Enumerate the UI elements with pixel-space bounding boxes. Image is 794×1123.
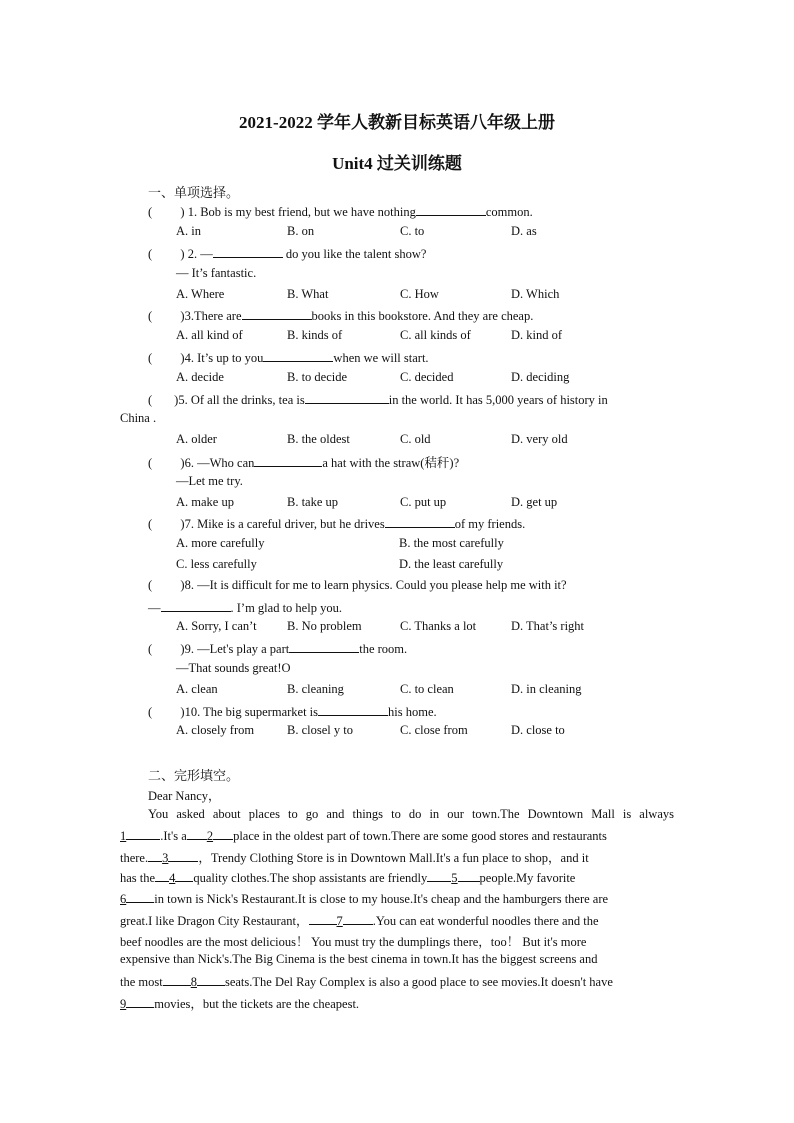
paren-open: (: [148, 578, 153, 592]
question-reply: — It’s fantastic.: [176, 266, 257, 280]
question-text: 10. The big supermarket is: [184, 705, 319, 719]
question-reply: —That sounds great!O: [176, 661, 291, 675]
passage-line-8: expensive than Nick's.The Big Cinema is the best cinema in town.It has the biggest screens and: [120, 952, 598, 966]
section2-heading: 二、完形填空。: [148, 768, 240, 783]
paren-close: ): [180, 642, 185, 656]
paren-close: ): [180, 456, 185, 470]
blank-line: [155, 869, 169, 882]
passage-text: the most: [120, 975, 163, 989]
option-b: B. closel y to: [287, 723, 353, 737]
passage-line-10: [120, 994, 359, 1012]
paren-open: (: [148, 456, 153, 470]
question-reply: [148, 599, 342, 616]
paren-close: ): [180, 578, 185, 592]
option-d: D. in cleaning: [511, 682, 582, 696]
question-continuation: China .: [120, 411, 157, 425]
passage-line-5: [120, 890, 608, 907]
letter-greeting: Dear Nancy，: [148, 789, 221, 803]
paren-open: (: [148, 517, 153, 531]
option-d: D. Which: [511, 287, 560, 301]
option-c: C. Thanks a lot: [400, 619, 477, 633]
question-text: 2. —: [187, 247, 213, 261]
paren-open: (: [148, 642, 153, 656]
paren-close: ): [180, 247, 185, 261]
paren-close: ): [180, 205, 185, 219]
question-tail: the room.: [359, 642, 408, 656]
passage-line-9: [120, 973, 613, 990]
question-tail: his home.: [388, 705, 437, 719]
question-9: [148, 640, 407, 657]
question-tail: do you like the talent show?: [285, 247, 427, 261]
option-d: D. deciding: [511, 370, 570, 384]
blank-line: [343, 912, 373, 925]
blank-line: [427, 869, 451, 882]
option-b: B. on: [287, 224, 315, 238]
option-b: B. cleaning: [287, 682, 344, 696]
passage-text: great.I like Dragon City Restaurant，: [120, 914, 309, 928]
option-d: D. kind of: [511, 328, 563, 342]
blank-line: [148, 849, 162, 862]
question-3: [148, 307, 533, 324]
question-text: 8. —It is difficult for me to learn physics. Could you please help me with it?: [184, 578, 567, 592]
paren-close: ): [180, 309, 185, 323]
option-b: B. What: [287, 287, 329, 301]
passage-line-4: [120, 869, 575, 886]
blank-line: [289, 640, 359, 653]
passage-text: people.My favorite: [479, 871, 576, 885]
page-subtitle: Unit4 过关训练题: [332, 154, 462, 173]
option-d: D. the least carefully: [399, 557, 504, 571]
question-8: [148, 578, 567, 593]
blank-line: [126, 890, 154, 903]
option-c: C. to clean: [400, 682, 454, 696]
question-5: [148, 391, 674, 408]
blank-line: [163, 973, 191, 986]
question-tail: common.: [485, 205, 533, 219]
question-tail: in the world. It has 5,000 years of history in: [388, 393, 608, 407]
option-b: B. take up: [287, 495, 339, 509]
passage-text: ，Trendy Clothing Store is in Downtown Mall.It's a fun place to shop，and it: [198, 851, 589, 865]
passage-text: seats.The Del Ray Complex is also a good place to see movies.It doesn't have: [224, 975, 613, 989]
passage-line-6: [120, 911, 599, 929]
option-c: C. close from: [400, 723, 468, 737]
blank-1: 1: [120, 829, 127, 843]
paren-open: (: [148, 393, 153, 407]
paren-open: (: [148, 351, 153, 365]
passage-line-2: [120, 827, 607, 844]
passage-text: in town is Nick's Restaurant.It is close to my house.It's cheap and the hamburgers there are: [154, 892, 609, 906]
paren-close: ): [180, 705, 185, 719]
question-text: 9. —Let's play a part: [184, 642, 290, 656]
question-6: [148, 453, 459, 471]
blank-3: 3: [162, 851, 169, 865]
question-text: 7. Mike is a careful driver, but he drives: [184, 517, 385, 531]
question-tail: when we will start.: [333, 351, 429, 365]
passage-text: quality clothes.The shop assistants are friendly: [193, 871, 428, 885]
question-tail: a hat with the straw(秸秆)?: [322, 456, 460, 470]
passage-text: .You can eat wonderful noodles there and the: [372, 914, 599, 928]
reply-text: . I’m glad to help you.: [230, 601, 342, 615]
blank-line: [305, 391, 389, 404]
option-a: A. Sorry, I can’t: [176, 619, 257, 633]
blank-9: 9: [120, 997, 127, 1011]
option-c: C. to: [400, 224, 425, 238]
blank-line: [242, 307, 312, 320]
blank-line: [254, 454, 322, 467]
blank-line: [168, 849, 198, 862]
question-text: 5. Of all the drinks, tea is: [178, 393, 305, 407]
passage-text: place in the oldest part of town.There are some good stores and restaurants: [233, 829, 607, 843]
blank-line: [126, 827, 160, 840]
paren-close: ): [174, 393, 179, 407]
option-d: D. That’s right: [511, 619, 585, 633]
question-text: 3.There are: [184, 309, 242, 323]
blank-line: [263, 349, 333, 362]
question-tail: books in this bookstore. And they are cheap.: [311, 309, 534, 323]
question-2: [148, 245, 426, 262]
passage-text: .It's a: [160, 829, 187, 843]
passage-line-3: [120, 848, 589, 866]
paren-open: (: [148, 705, 153, 719]
option-d: D. as: [511, 224, 537, 238]
paren-close: ): [180, 351, 185, 365]
blank-4: 4: [169, 871, 176, 885]
option-c: C. put up: [400, 495, 447, 509]
passage-line-1: You asked about places to go and things to do in our town.The Downtown Mall is always: [148, 807, 674, 821]
question-text: 4. It’s up to you: [184, 351, 264, 365]
paren-close: ): [180, 517, 185, 531]
paren-open: (: [148, 247, 153, 261]
blank-5: 5: [451, 871, 458, 885]
blank-line: [309, 912, 337, 925]
reply-dash: —: [148, 601, 161, 615]
option-d: D. close to: [511, 723, 565, 737]
blank-line: [187, 827, 207, 840]
passage-text: movies，but the tickets are the cheapest.: [154, 997, 360, 1011]
blank-8: 8: [190, 975, 197, 989]
passage-text: there.: [120, 851, 149, 865]
blank-6: 6: [120, 892, 127, 906]
section1-heading: 一、单项选择。: [148, 185, 240, 200]
option-b: B. to decide: [287, 370, 348, 384]
option-a: A. make up: [176, 495, 234, 509]
question-text: 1. Bob is my best friend, but we have nothing: [187, 205, 416, 219]
option-c: C. old: [400, 432, 431, 446]
paren-open: (: [148, 205, 153, 219]
question-tail: of my friends.: [454, 517, 526, 531]
blank-line: [385, 515, 455, 528]
question-10: [148, 703, 437, 720]
option-d: D. very old: [511, 432, 568, 446]
option-d: D. get up: [511, 495, 558, 509]
blank-line: [126, 995, 154, 1008]
option-a: A. Where: [176, 287, 225, 301]
option-c: C. less carefully: [176, 557, 257, 571]
blank-7: 7: [336, 914, 343, 928]
page-title: 2021-2022 学年人教新目标英语八年级上册: [239, 113, 555, 132]
option-b: B. No problem: [287, 619, 362, 633]
option-a: A. all kind of: [176, 328, 243, 342]
question-1: [148, 203, 533, 220]
blank-line: [161, 599, 231, 612]
question-4: [148, 349, 429, 366]
option-a: A. more carefully: [176, 536, 265, 550]
option-a: A. closely from: [176, 723, 255, 737]
option-b: B. the most carefully: [399, 536, 504, 550]
option-a: A. decide: [176, 370, 224, 384]
blank-line: [416, 203, 486, 216]
option-b: B. kinds of: [287, 328, 343, 342]
passage-line-7: beef noodles are the most delicious！ You must try the dumplings there，too！ But it's more: [120, 935, 587, 949]
passage-text: has the: [120, 871, 156, 885]
blank-2: 2: [206, 829, 214, 843]
option-a: A. older: [176, 432, 217, 446]
blank-line: [197, 973, 225, 986]
option-c: C. How: [400, 287, 439, 301]
question-reply: —Let me try.: [176, 474, 243, 488]
question-text: 6. —Who can: [184, 456, 255, 470]
blank-line: [318, 703, 388, 716]
blank-line: [175, 869, 193, 882]
blank-line: [213, 245, 283, 258]
blank-line: [213, 827, 233, 840]
option-a: A. in: [176, 224, 201, 238]
option-c: C. decided: [400, 370, 454, 384]
blank-line: [458, 869, 480, 882]
option-c: C. all kinds of: [400, 328, 471, 342]
option-b: B. the oldest: [287, 432, 350, 446]
option-a: A. clean: [176, 682, 218, 696]
paren-open: (: [148, 309, 153, 323]
question-7: [148, 515, 525, 532]
